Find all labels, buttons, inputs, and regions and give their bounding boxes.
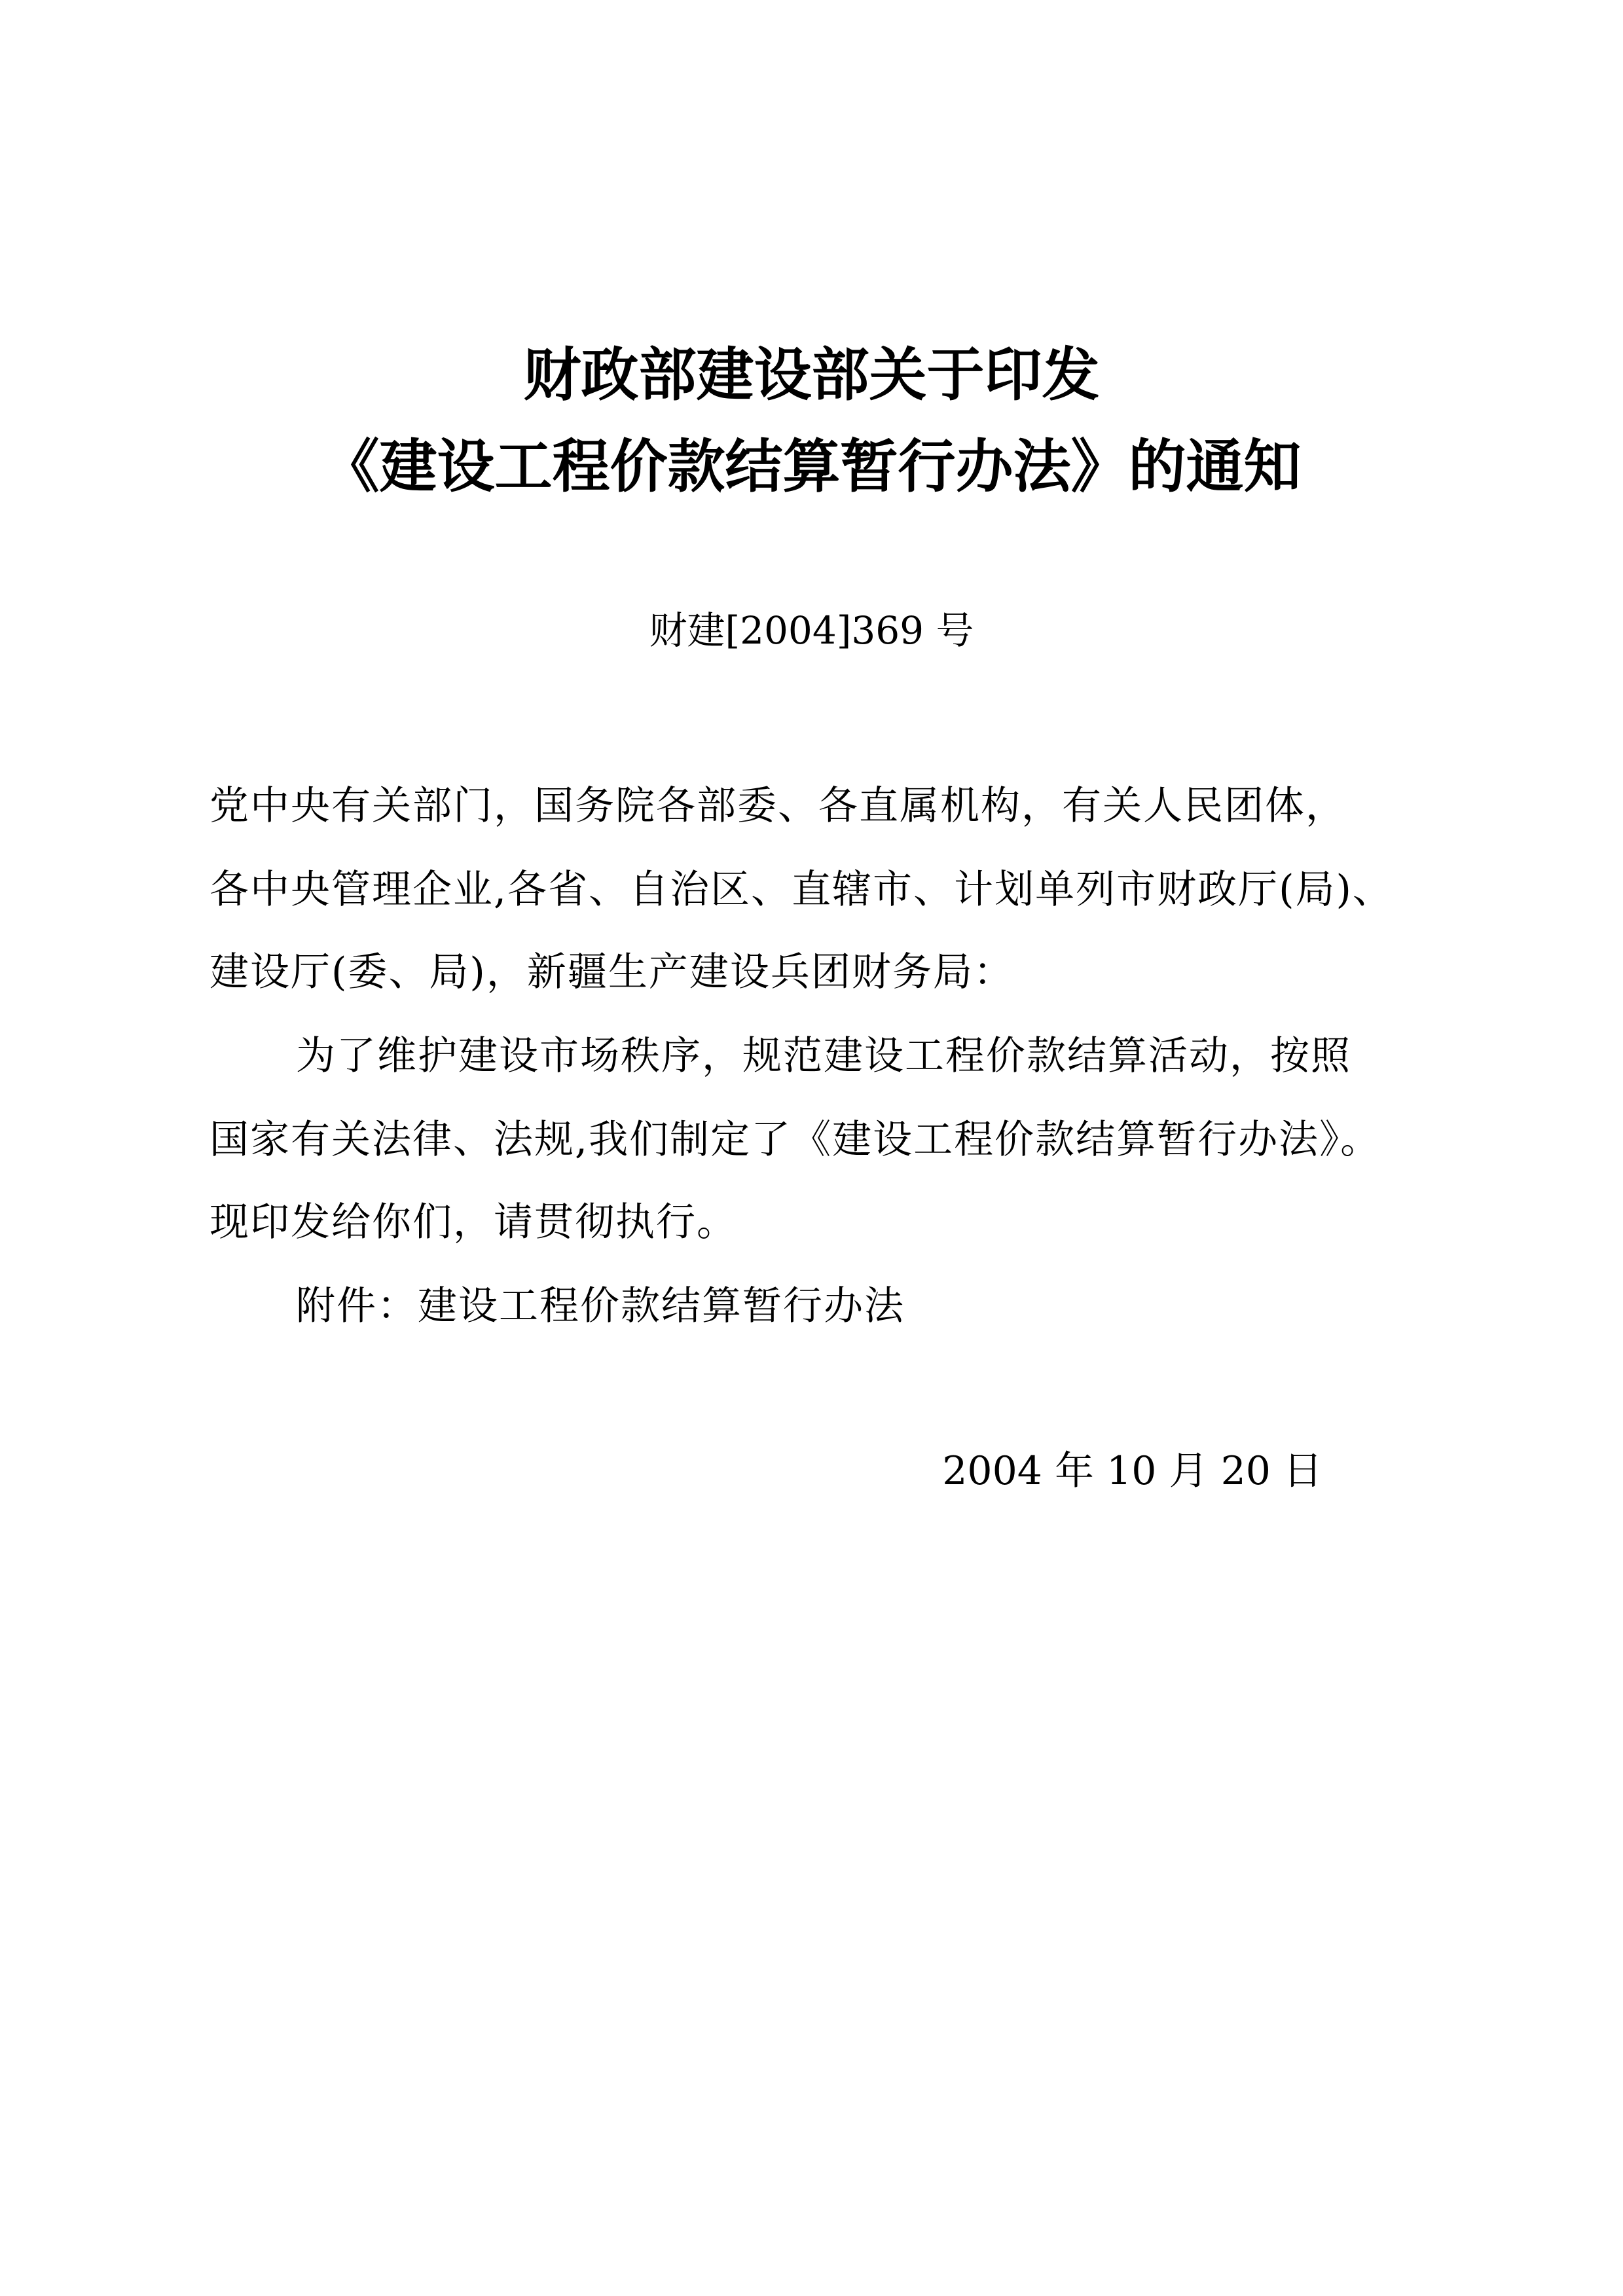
document-number: 财建[2004]369 号 [649, 608, 974, 653]
document-title-line-1: 财政部建设部关于印发 [523, 340, 1100, 409]
addressee-line-1: 党中央有关部门，国务院各部委、各直属机构，有关人民团体， [210, 783, 1346, 829]
addressee-line-3: 建设厅(委、局)，新疆生产建设兵团财务局： [210, 949, 1014, 995]
addressee-line-2: 各中央管理企业,各省、自治区、直辖市、计划单列市财政厅(局)、 [210, 867, 1393, 913]
document-date: 2004 年 10 月 20 日 [942, 1448, 1322, 1494]
attachment-line: 附件：建设工程价款结算暂行办法 [296, 1283, 905, 1329]
body-paragraph-line-3: 现印发给你们，请贯彻执行。 [210, 1199, 737, 1245]
document-title-line-2: 《建设工程价款结算暂行办法》的通知 [321, 432, 1302, 500]
body-paragraph-line-2: 国家有关法律、法规,我们制定了《建设工程价款结算暂行办法》。 [210, 1117, 1381, 1163]
body-paragraph-line-1: 为了维护建设市场秩序，规范建设工程价款结算活动，按照 [296, 1033, 1351, 1079]
